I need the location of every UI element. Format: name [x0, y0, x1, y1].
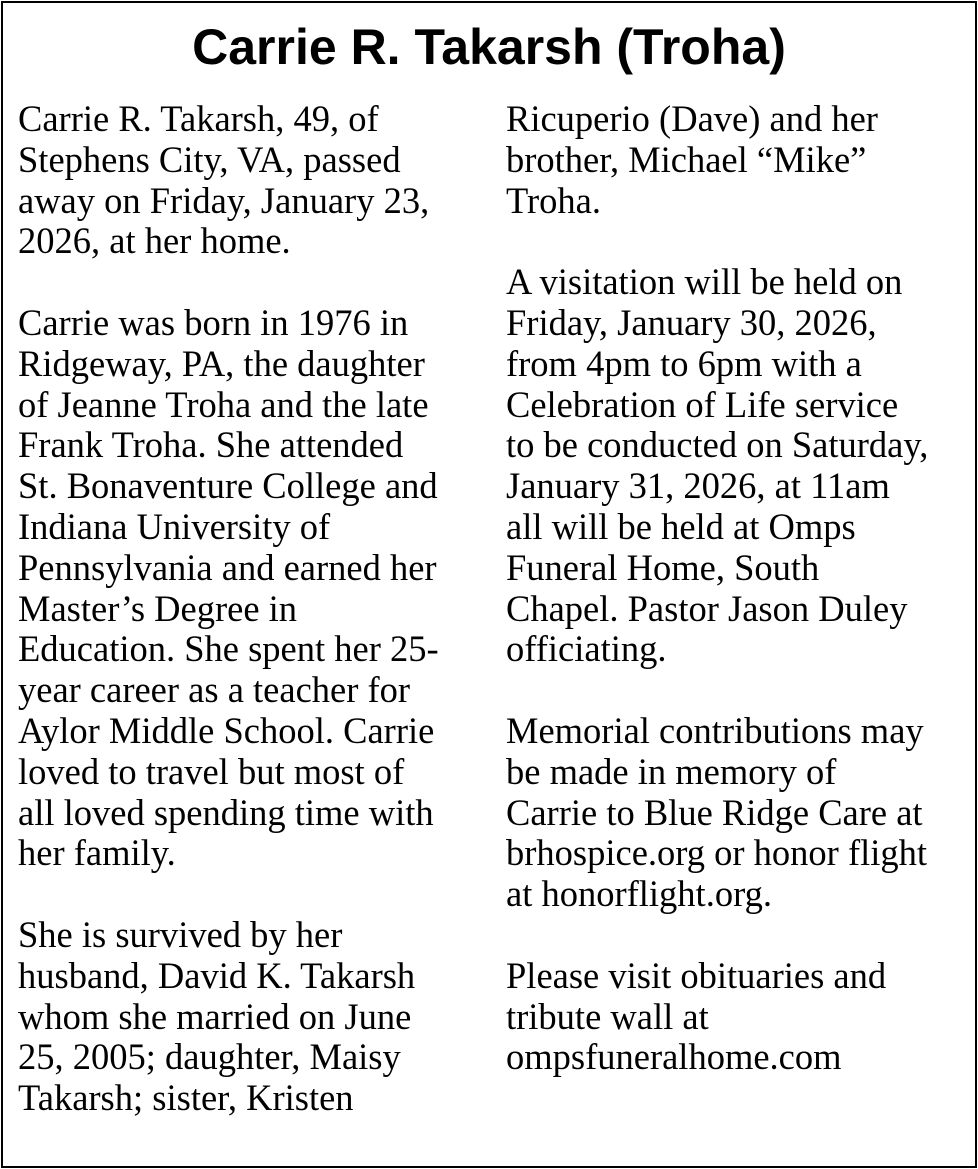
paragraph-gap [506, 670, 976, 711]
paragraph-gap [506, 915, 976, 956]
text-line: Carrie to Blue Ridge Care at [506, 791, 923, 833]
paragraph-survivors [18, 915, 488, 1119]
text-line: be made in memory of [506, 750, 837, 792]
text-line: whom she married on June [18, 995, 412, 1037]
text-line: 2026, at her home. [18, 220, 291, 262]
paragraph-gap [18, 262, 488, 303]
paragraph-tribute-wall [506, 956, 976, 1078]
paragraph-memorial-contributions [506, 711, 976, 915]
text-line: Celebration of Life service [506, 383, 899, 425]
text-line: Chapel. Pastor Jason Duley [506, 587, 908, 629]
text-line: year career as a teacher for [18, 669, 411, 711]
right-column [506, 99, 976, 1078]
text-line: Pennsylvania and earned her [18, 546, 437, 588]
text-line: Aylor Middle School. Carrie [18, 709, 435, 751]
text-line: Memorial contributions may [506, 709, 924, 751]
obituary-title: Carrie R. Takarsh (Troha) [192, 19, 786, 75]
text-line: all will be held at Omps [506, 505, 856, 547]
paragraph-gap [506, 221, 976, 262]
text-line: at honorflight.org. [506, 873, 772, 915]
text-line: husband, David K. Takarsh [18, 954, 416, 996]
text-line: Master’s Degree in [18, 587, 298, 629]
text-line: away on Friday, January 23, [18, 179, 430, 221]
text-line: A visitation will be held on [506, 261, 903, 303]
text-line: Ricuperio (Dave) and her [506, 98, 878, 139]
text-line: 25, 2005; daughter, Maisy [18, 1036, 401, 1078]
paragraph-survivors-continued [506, 99, 976, 221]
text-line: She is survived by her [18, 913, 343, 955]
text-line: Ridgeway, PA, the daughter [18, 342, 425, 384]
text-line: Friday, January 30, 2026, [506, 301, 877, 343]
text-line: to be conducted on Saturday, [506, 424, 929, 466]
text-line: Takarsh; sister, Kristen [18, 1077, 354, 1119]
paragraph-death-notice [18, 99, 488, 262]
text-line: Please visit obituaries and [506, 954, 887, 996]
left-column [18, 99, 488, 1119]
text-line: brother, Michael “Mike” [506, 138, 867, 180]
text-line: from 4pm to 6pm with a [506, 342, 862, 384]
paragraph-services [506, 262, 976, 670]
text-line: Carrie was born in 1976 in [18, 301, 409, 343]
text-line: officiating. [506, 628, 667, 670]
text-line: tribute wall at [506, 995, 709, 1037]
text-line: of Jeanne Troha and the late [18, 383, 429, 425]
text-line: Indiana University of [18, 505, 331, 547]
paragraph-biography [18, 303, 488, 874]
text-line: ompsfuneralhome.com [506, 1036, 842, 1078]
text-line: January 31, 2026, at 11am [506, 465, 890, 507]
text-line: Stephens City, VA, passed [18, 138, 401, 180]
text-line: loved to travel but most of [18, 750, 405, 792]
text-line: Funeral Home, South [506, 546, 820, 588]
paragraph-gap [18, 874, 488, 915]
text-line: her family. [18, 832, 176, 874]
text-line: Troha. [506, 179, 601, 221]
text-line: St. Bonaventure College and [18, 465, 438, 507]
text-line: Carrie R. Takarsh, 49, of [18, 98, 379, 139]
text-line: Frank Troha. She attended [18, 424, 404, 466]
text-line: Education. She spent her 25- [18, 628, 439, 670]
text-line: brhospice.org or honor flight [506, 832, 928, 874]
text-line: all loved spending time with [18, 791, 434, 833]
obituary-frame [1, 1, 977, 1168]
